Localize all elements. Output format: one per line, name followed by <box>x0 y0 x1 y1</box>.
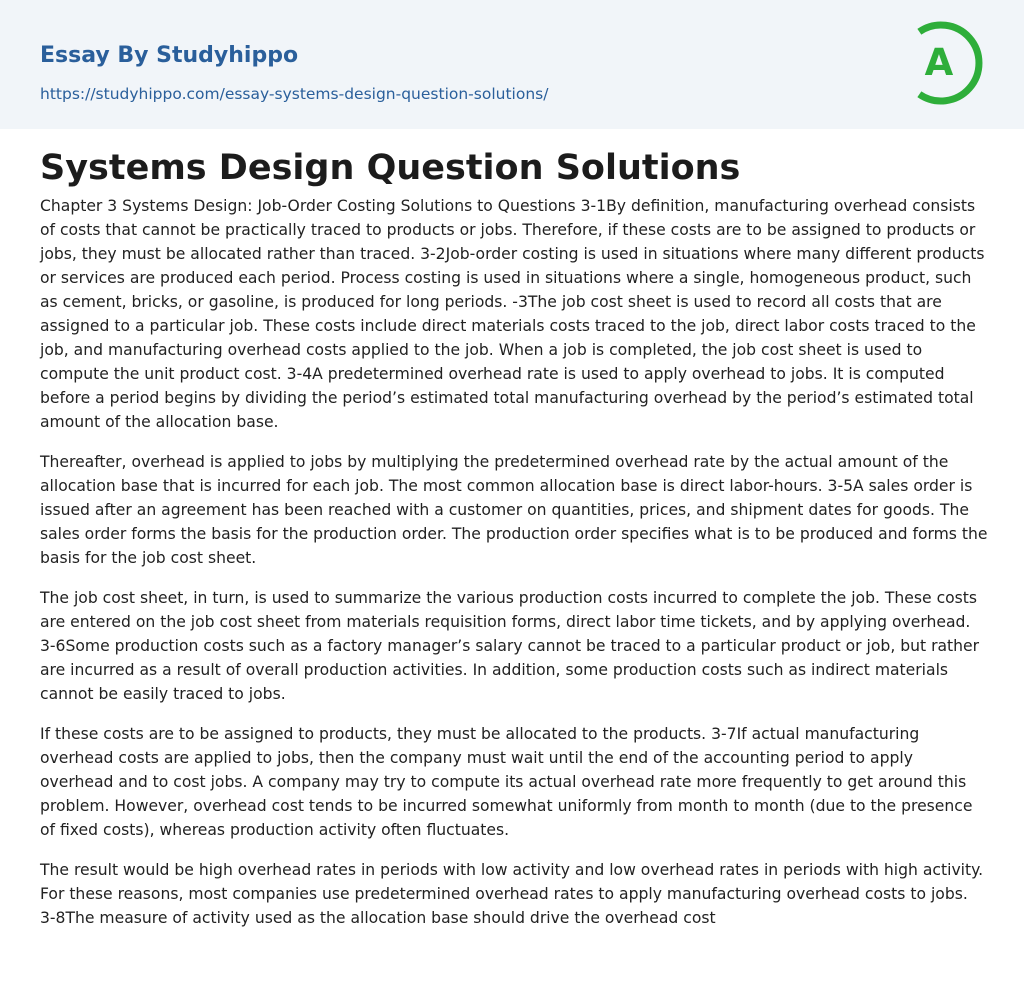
essay-paragraph: The job cost sheet, in turn, is used to summarize the various production costs incurred to complete the job. These costs are entered on the job cost sheet from materials requisition forms, direct labor time tickets, and by applying overhead. 3-6Some production costs such as a factory manager’s salary cannot be traced to a particular product or job, but rather are incurred as a result of overall production activities. In addition, some production costs such as indirect materials cannot be easily traced to jobs. <box>40 589 980 703</box>
logo-letter: A <box>924 41 954 84</box>
essay-paragraph: Chapter 3 Systems Design: Job-Order Costing Solutions to Questions 3-1By definition, manufacturing overhead consists of costs that cannot be practically traced to products or jobs. Therefore, if these costs are to be assigned to products or jobs, they must be allocated rather than traced. 3-2Job-order costing is used in situations where many different products or services are produced each period. Process costing is used in situations where a single, homogeneous product, such as cement, bricks, or gasoline, is produced for long periods. -3The job cost sheet is used to record all costs that are assigned to a particular job. These costs include direct materials costs traced to the job, direct labor costs traced to the job, and manufacturing overhead costs applied to the job. When a job is completed, the job cost sheet is used to compute the unit product cost. 3-4A predetermined overhead rate is used to apply overhead to jobs. It is computed before a period begins by dividing the period’s estimated total manufacturing overhead by the period’s estimated total amount of the allocation base. <box>40 197 985 431</box>
studyhippo-logo[interactable] <box>912 20 986 106</box>
site-title[interactable]: Essay By Studyhippo <box>40 43 299 68</box>
essay-paragraph: If these costs are to be assigned to products, they must be allocated to the products. 3-7If actual manufacturing overhead costs are applied to jobs, then the company must wait until the end of the accounting period to apply overhead and to cost jobs. A company may try to compute its actual overhead rate more frequently to get around this problem. However, overhead cost tends to be incurred somewhat uniformly from month to month (due to the presence of fixed costs), whereas production activity often fluctuates. <box>40 725 973 839</box>
essay-paragraph: The result would be high overhead rates in periods with low activity and low overhead rates in periods with high activity. For these reasons, most companies use predetermined overhead rates to apply manufacturing overhead costs to jobs. 3-8The measure of activity used as the allocation base should drive the overhead cost <box>40 861 984 927</box>
essay-paragraph: Thereafter, overhead is applied to jobs by multiplying the predetermined overhead rate by the actual amount of the allocation base that is incurred for each job. The most common allocation base is direct labor-hours. 3-5A sales order is issued after an agreement has been reached with a customer on quantities, prices, and shipment dates for goods. The sales order forms the basis for the production order. The production order specifies what is to be produced and forms the basis for the job cost sheet. <box>40 453 988 567</box>
essay-body <box>40 194 988 946</box>
essay-url-link[interactable]: https://studyhippo.com/essay-systems-design-question-solutions/ <box>40 85 549 103</box>
site-header <box>0 0 1024 129</box>
page-title: Systems Design Question Solutions <box>40 148 741 188</box>
